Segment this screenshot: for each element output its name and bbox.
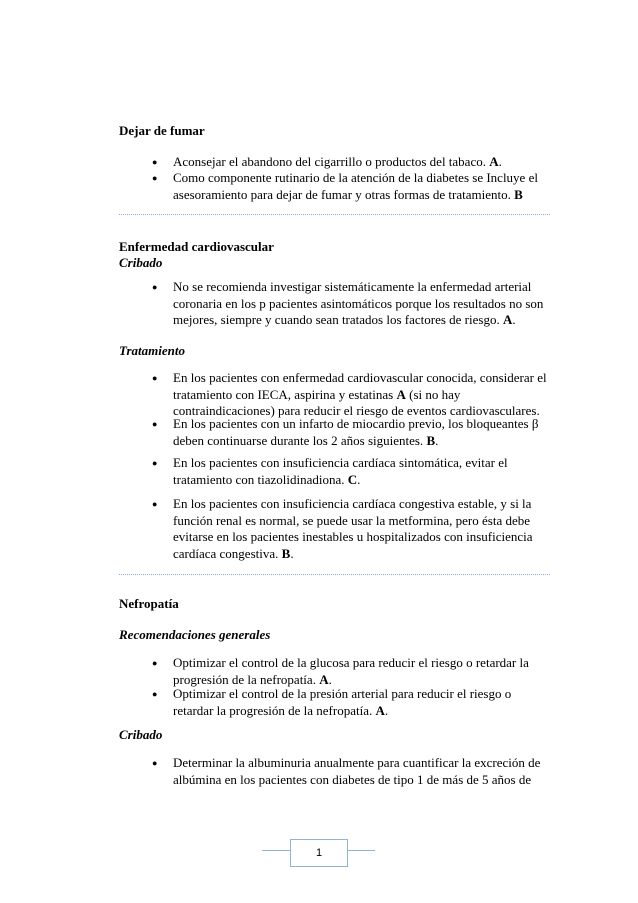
- section-title-cardio: Enfermedad cardiovascular: [119, 239, 274, 254]
- subsection-title-nephro-general: Recomendaciones generales: [119, 627, 271, 642]
- page-number-line-left: [262, 850, 290, 851]
- bullet-icon: ●: [152, 658, 158, 668]
- bullet-icon: ●: [152, 173, 158, 183]
- bullet-icon: ●: [152, 419, 158, 429]
- subsection-title-cardio-treatment: Tratamiento: [119, 343, 185, 358]
- bullet-icon: ●: [152, 758, 158, 768]
- page-number: 1: [290, 839, 348, 867]
- list-item: En los pacientes con enfermedad cardiovascular conocida, considerar el tratamiento con IECA, aspirina y estatinas A (si no hay contraindicaciones) para reducir el riesgo de eventos cardiovasculares.: [173, 370, 547, 418]
- list-item: Aconsejar el abandono del cigarrillo o productos del tabaco. A.: [173, 154, 502, 169]
- list-item: Optimizar el control de la presión arterial para reducir el riesgo o retardar la progresión de la nefropatía. A.: [173, 686, 512, 718]
- bullet-icon: ●: [152, 373, 158, 383]
- subsection-title-cardio-screening: Cribado: [119, 255, 163, 270]
- bullet-icon: ●: [152, 689, 158, 699]
- list-item: Determinar la albuminuria anualmente para cuantificar la excreción de albúmina en los pacientes con diabetes de tipo 1 de más de 5 años de: [173, 755, 541, 787]
- bullet-icon: ●: [152, 458, 158, 468]
- page-number-line-right: [347, 850, 375, 851]
- subsection-title-nephro-screening: Cribado: [119, 727, 163, 742]
- list-item: No se recomienda investigar sistemáticamente la enfermedad arterial coronaria en los p pacientes asintomáticos porque los resultados no son mejores, siempre y cuando sean tratados los factores de riesgo. A.: [173, 279, 544, 327]
- list-item: Optimizar el control de la glucosa para reducir el riesgo o retardar la progresión de la nefropatía. A.: [173, 655, 529, 687]
- section-separator: [119, 214, 550, 215]
- list-item: En los pacientes con un infarto de miocardio previo, los bloqueantes β deben continuarse durante los 2 años siguientes. B.: [173, 416, 539, 448]
- section-title-smoking: Dejar de fumar: [119, 123, 205, 138]
- bullet-icon: ●: [152, 499, 158, 509]
- list-item: En los pacientes con insuficiencia cardíaca congestiva estable, y si la función renal es normal, se puede usar la metformina, pero ésta debe evitarse en los pacientes inestables u hospitalizados con insuficiencia cardíaca congestiva. B.: [173, 496, 533, 561]
- section-separator: [119, 574, 550, 575]
- list-item: En los pacientes con insuficiencia cardíaca sintomática, evitar el tratamiento con tiazolidinadiona. C.: [173, 455, 508, 487]
- list-item: Como componente rutinario de la atención de la diabetes se Incluye el asesoramiento para dejar de fumar y otras formas de tratamiento. B: [173, 170, 538, 202]
- bullet-icon: ●: [152, 157, 158, 167]
- bullet-icon: ●: [152, 282, 158, 292]
- section-title-nephro: Nefropatía: [119, 596, 179, 611]
